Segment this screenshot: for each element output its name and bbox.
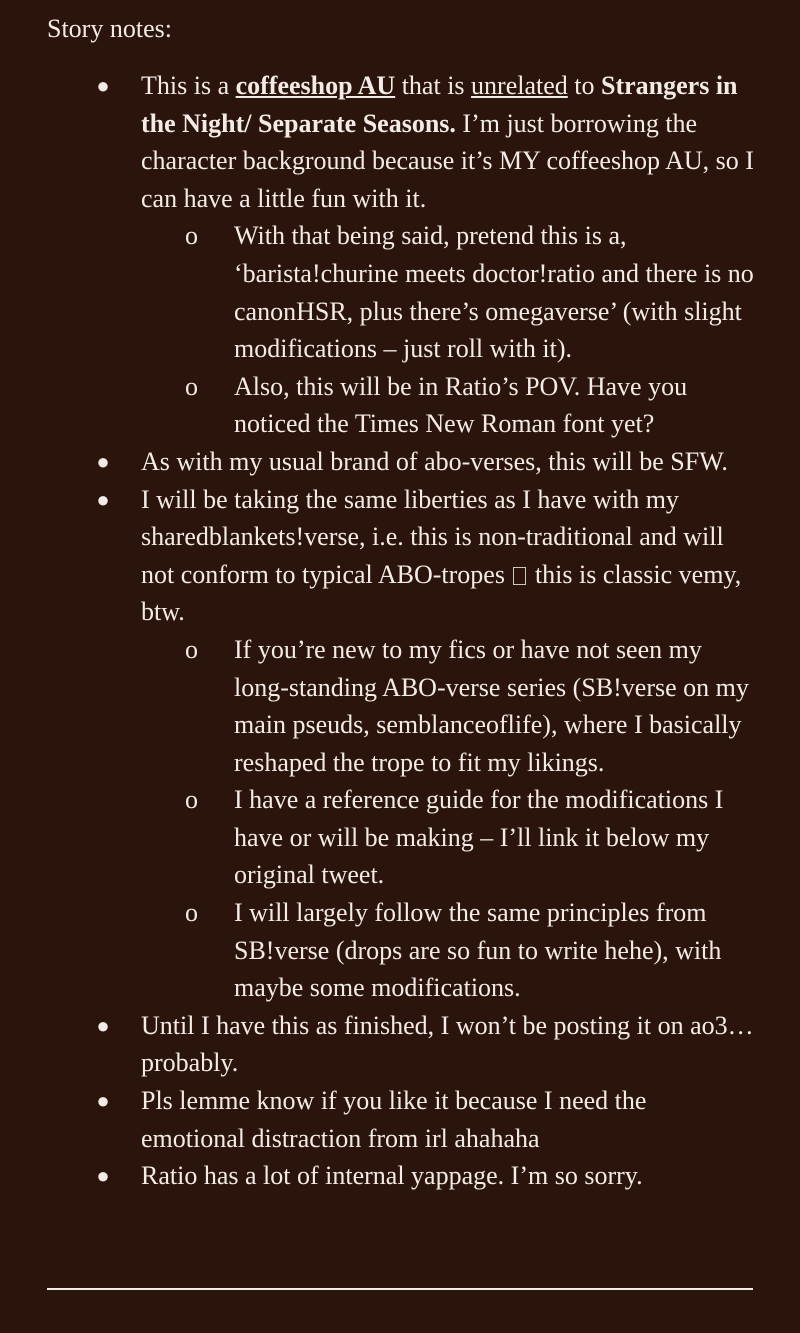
list-item bbox=[0, 1157, 800, 1195]
sub-list-item bbox=[141, 217, 756, 367]
sub-bullet-icon: o bbox=[185, 634, 198, 664]
coffeeshop-au-link[interactable]: coffeeshop AU bbox=[235, 71, 396, 100]
sub-list-item bbox=[141, 631, 756, 781]
list-item bbox=[0, 1082, 800, 1157]
sub-item-text: I have a reference guide for the modifications I have or will be making – I’ll link it below my original tweet. bbox=[234, 785, 724, 890]
bullet-icon: ● bbox=[96, 448, 110, 474]
sub-list bbox=[141, 217, 756, 443]
sub-item-text: I will largely follow the same principles from SB!verse (drops are so fun to write hehe), with maybe some modifications. bbox=[234, 898, 722, 1003]
item-text: I will be taking the same liberties as I have with my sharedblankets!verse, i.e. this is non-traditional and will not conform to typical ABO-tropes bbox=[141, 484, 724, 589]
item-text: This is a bbox=[141, 71, 236, 100]
sub-list-item bbox=[141, 368, 756, 443]
sub-list-item bbox=[141, 894, 756, 1007]
sub-item-text: With that being said, pretend this is a, ‘barista!churine meets doctor!ratio and there is no canonHSR, plus there’s omegaverse’ (with slight modifications – just roll with it). bbox=[234, 221, 754, 364]
sub-bullet-icon: o bbox=[185, 785, 198, 815]
sub-item-text: If you’re new to my fics or have not seen my long-standing ABO-verse series (SB!verse on my main pseuds, semblanceoflife), where I basically reshaped the trope to fit my likings. bbox=[234, 634, 749, 777]
item-text: Until I have this as finished, I won’t be posting it on ao3… probably. bbox=[141, 1010, 754, 1078]
item-text: to bbox=[567, 71, 602, 100]
sub-list bbox=[141, 631, 756, 1007]
sub-bullet-icon: o bbox=[185, 898, 198, 928]
notes-list bbox=[0, 67, 800, 1195]
list-item bbox=[0, 443, 800, 481]
bullet-icon: ● bbox=[96, 73, 110, 98]
item-text: Ratio has a lot of internal yappage. I’m so sorry. bbox=[141, 1161, 643, 1191]
horizontal-rule bbox=[47, 1288, 753, 1290]
list-item bbox=[0, 67, 800, 443]
missing-glyph-icon bbox=[513, 567, 526, 585]
sub-bullet-icon: o bbox=[185, 221, 198, 251]
bullet-icon: ● bbox=[96, 1163, 110, 1189]
sub-list-item bbox=[141, 781, 756, 894]
sub-bullet-icon: o bbox=[185, 371, 198, 401]
item-text: As with my usual brand of abo-verses, this will be SFW. bbox=[141, 446, 728, 476]
item-text: that is bbox=[395, 71, 472, 100]
list-item bbox=[0, 481, 800, 1007]
bullet-icon: ● bbox=[96, 486, 110, 512]
item-text: this is classic vemy, btw. bbox=[141, 559, 742, 627]
item-text: Pls lemme know if you like it because I need the emotional distraction from irl ahahaha bbox=[141, 1086, 647, 1153]
notes-heading: Story notes: bbox=[47, 14, 172, 43]
list-item bbox=[0, 1007, 800, 1082]
bullet-icon: ● bbox=[96, 1088, 110, 1114]
sub-item-text: Also, this will be in Ratio’s POV. Have you noticed the Times New Roman font yet? bbox=[234, 371, 688, 439]
series-title: Strangers in the Night/ Separate Seasons. bbox=[141, 71, 738, 138]
unrelated-emphasis: unrelated bbox=[471, 71, 568, 100]
item-text: I’m just borrowing the character background because it’s MY coffeeshop AU, so I can have a little fun with it. bbox=[141, 108, 754, 213]
bullet-icon: ● bbox=[96, 1012, 110, 1038]
